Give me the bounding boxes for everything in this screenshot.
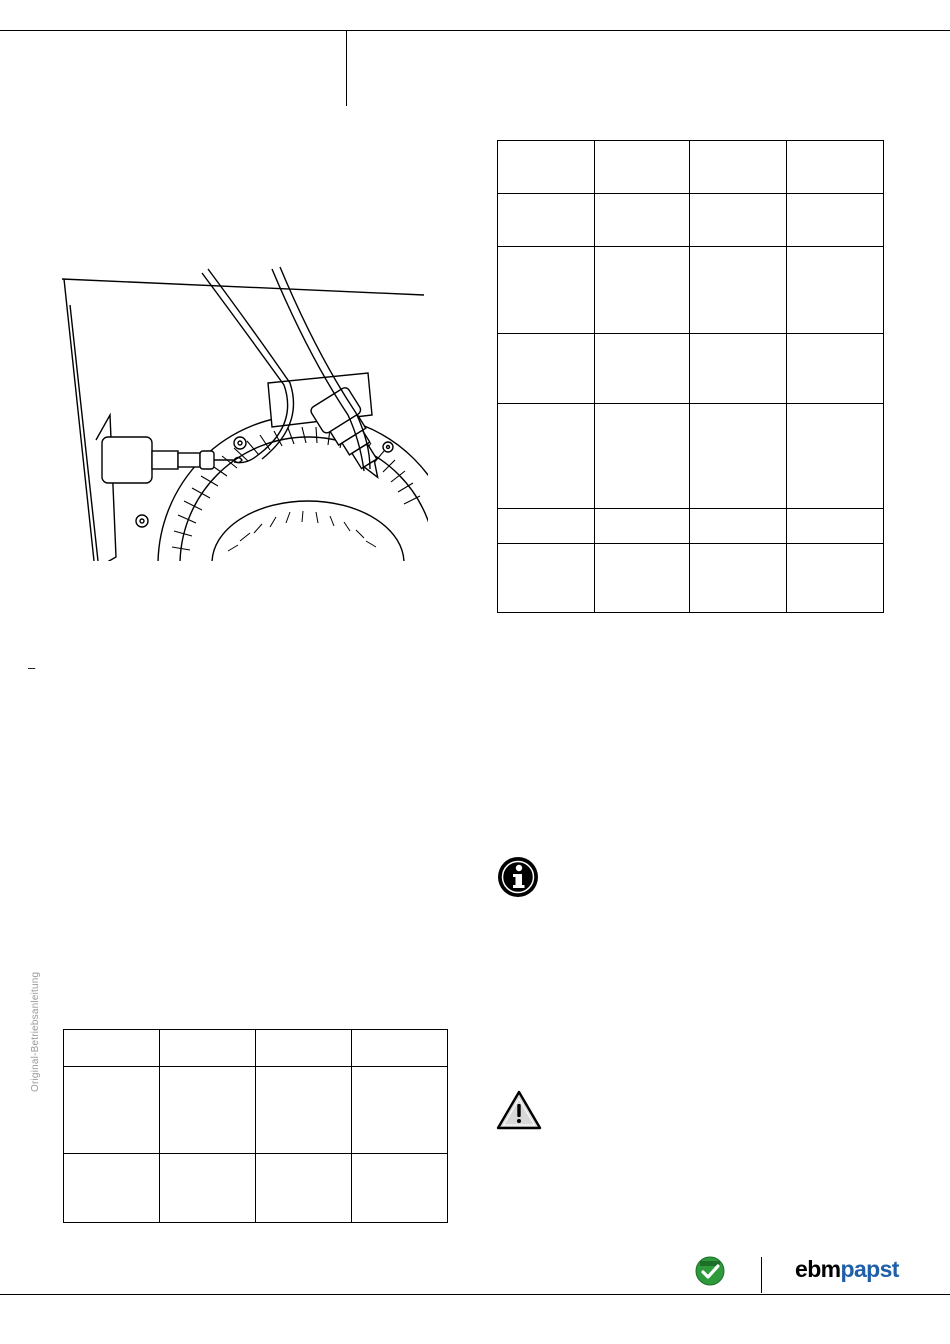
table-row <box>498 404 884 509</box>
table-cell <box>256 1154 352 1223</box>
table-row <box>498 141 884 194</box>
table-cell <box>498 141 595 194</box>
table-cell <box>690 404 787 509</box>
table-cell <box>690 334 787 404</box>
table-cell <box>594 334 690 404</box>
list-dash: – <box>28 660 36 675</box>
table-cell <box>352 1154 448 1223</box>
table-cell <box>787 544 884 613</box>
table-cell <box>159 1154 256 1223</box>
table-cell <box>594 194 690 247</box>
table-cell <box>159 1030 256 1067</box>
table-cell <box>498 194 595 247</box>
table-cell <box>787 247 884 334</box>
greentech-check-logo <box>695 1256 725 1286</box>
table-row <box>498 334 884 404</box>
table-cell <box>352 1067 448 1154</box>
table-cell <box>690 194 787 247</box>
table-cell <box>256 1030 352 1067</box>
table-cell <box>498 544 595 613</box>
table-cell <box>690 141 787 194</box>
table-row <box>498 247 884 334</box>
table-cell <box>498 334 595 404</box>
table-row <box>64 1030 448 1067</box>
table-cell <box>256 1067 352 1154</box>
table-cell <box>787 141 884 194</box>
table-cell <box>594 544 690 613</box>
table-cell <box>787 334 884 404</box>
table-row <box>64 1067 448 1154</box>
table-cell <box>594 509 690 544</box>
table-cell <box>498 247 595 334</box>
bottom-left-table <box>63 1029 448 1223</box>
table-cell <box>352 1030 448 1067</box>
table-row <box>498 194 884 247</box>
table-cell <box>787 509 884 544</box>
table-cell <box>159 1067 256 1154</box>
table-cell <box>594 404 690 509</box>
footer-line <box>0 1294 950 1295</box>
connector-illustration <box>58 265 428 565</box>
table-row <box>64 1154 448 1223</box>
warning-triangle-icon <box>496 1090 542 1130</box>
sidebar-vertical-label: Original-Betriebsanleitung <box>30 971 41 1092</box>
header-divider <box>346 30 347 106</box>
brand-papst: papst <box>840 1256 899 1282</box>
info-icon <box>496 855 540 899</box>
table-cell <box>64 1067 160 1154</box>
footer-logo-divider <box>761 1257 762 1293</box>
table-cell <box>594 247 690 334</box>
table-cell <box>498 404 595 509</box>
table-cell <box>690 544 787 613</box>
table-cell <box>690 247 787 334</box>
table-cell <box>64 1154 160 1223</box>
right-data-table <box>497 140 884 613</box>
table-row <box>498 544 884 613</box>
brand-ebm: ebm <box>795 1256 841 1282</box>
table-cell <box>787 404 884 509</box>
table-cell <box>690 509 787 544</box>
table-cell <box>787 194 884 247</box>
header-top-line <box>0 30 950 31</box>
table-cell <box>64 1030 160 1067</box>
ebmpapst-logo <box>795 1256 899 1283</box>
table-cell <box>498 509 595 544</box>
table-row <box>498 509 884 544</box>
table-cell <box>594 141 690 194</box>
